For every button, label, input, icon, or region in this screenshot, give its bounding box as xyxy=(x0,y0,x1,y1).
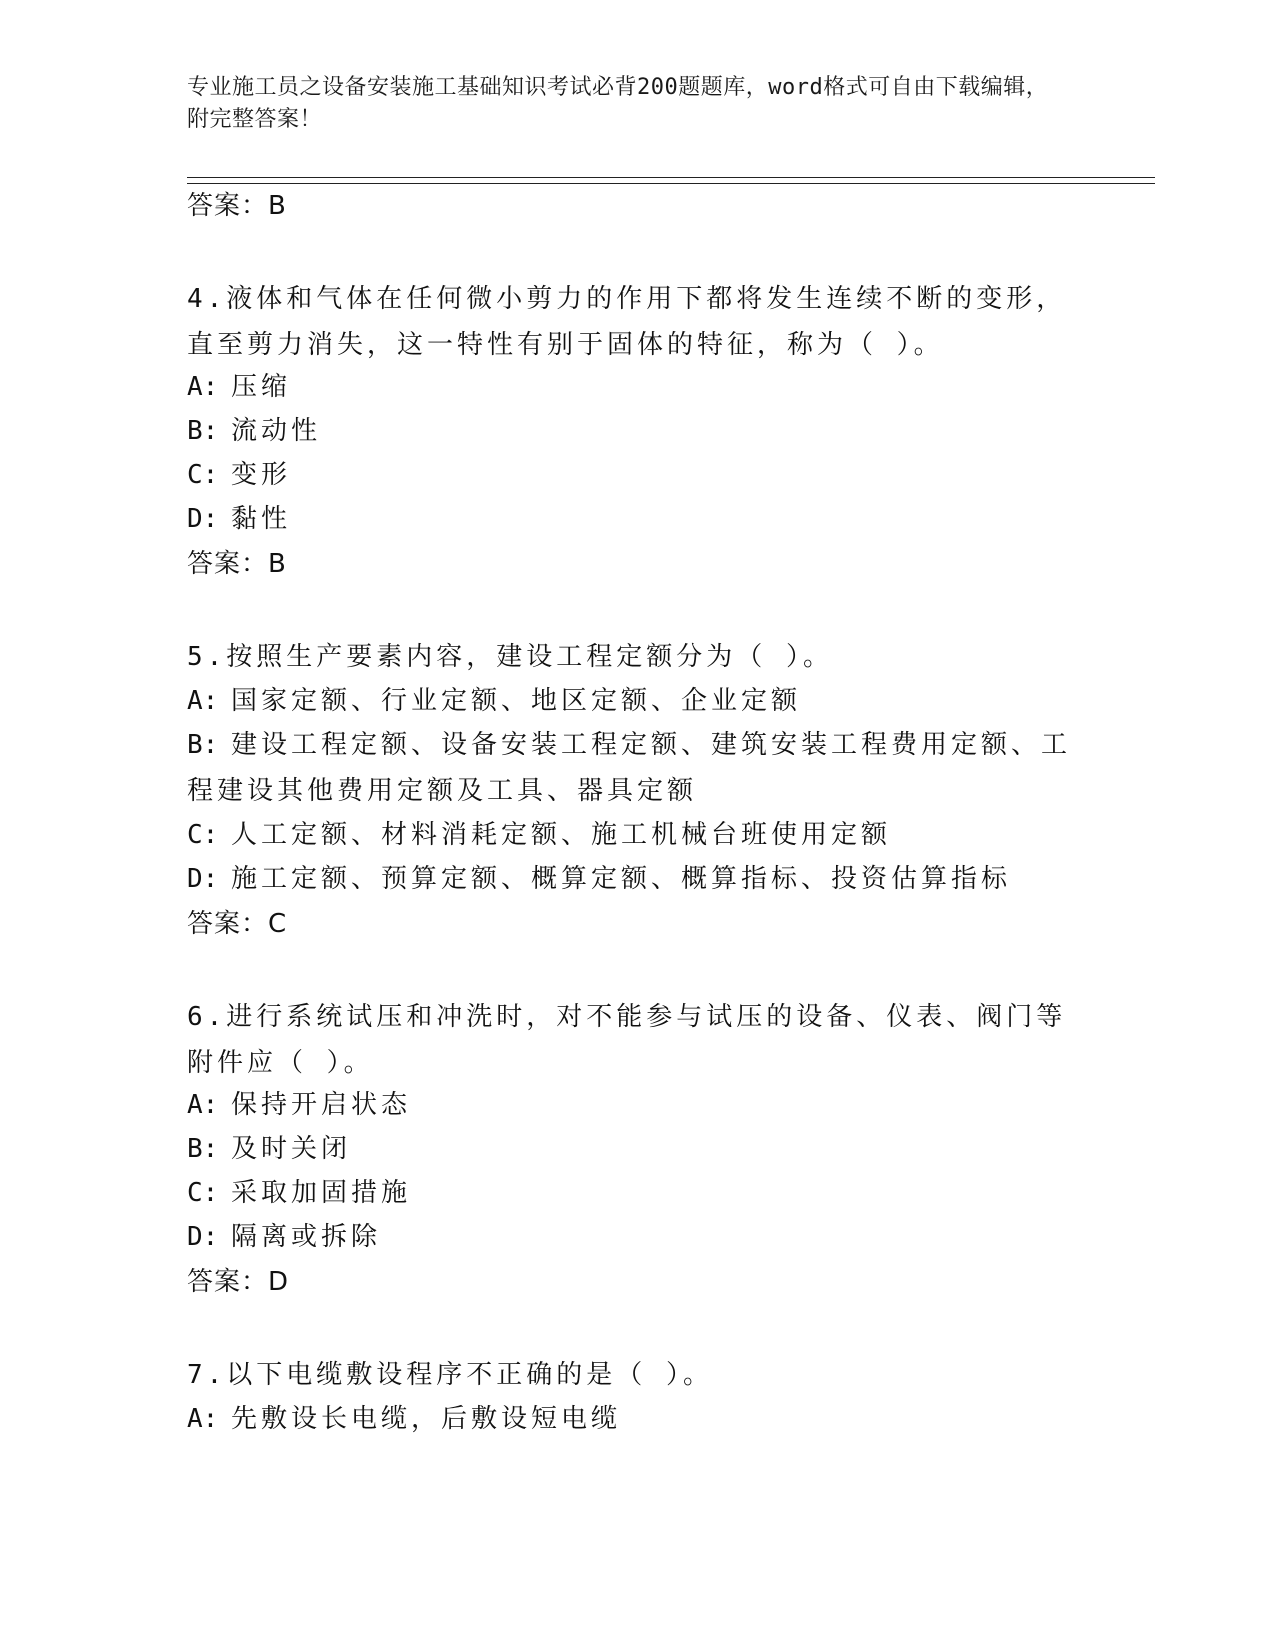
question-5-option-a xyxy=(187,678,1087,724)
option-label: B: xyxy=(187,1134,219,1164)
question-5-option-d xyxy=(187,856,1087,902)
option-label: B: xyxy=(187,416,219,446)
question-6-option-d xyxy=(187,1214,1087,1260)
question-6-option-b xyxy=(187,1126,1087,1172)
option-text: 变形 xyxy=(231,460,292,490)
option-label: A: xyxy=(187,1090,219,1120)
option-label: A: xyxy=(187,372,219,402)
option-label: D: xyxy=(187,864,219,894)
option-label: D: xyxy=(187,1222,219,1252)
option-text: 建设工程定额、设备安装工程定额、建筑安装工程费用定额、工程建设其他费用定额及工具、器具定额 xyxy=(187,730,1072,806)
question-6-option-a xyxy=(187,1082,1087,1128)
option-text: 施工定额、预算定额、概算定额、概算指标、投资估算指标 xyxy=(231,864,1012,894)
option-text: 保持开启状态 xyxy=(231,1090,412,1120)
option-text: 隔离或拆除 xyxy=(231,1222,382,1252)
question-6-text: 6.进行系统试压和冲洗时，对不能参与试压的设备、仪表、阀门等附件应（ ）。 xyxy=(187,1002,1067,1078)
option-label: C: xyxy=(187,460,219,490)
option-label: A: xyxy=(187,1404,219,1434)
option-text: 先敷设长电缆，后敷设短电缆 xyxy=(231,1404,622,1434)
question-4-text: 4.液体和气体在任何微小剪力的作用下都将发生连续不断的变形，直至剪力消失，这一特性有别于固体的特征，称为（ ）。 xyxy=(187,284,1067,360)
option-text: 人工定额、材料消耗定额、施工机械台班使用定额 xyxy=(231,820,892,850)
option-text: 流动性 xyxy=(231,416,322,446)
option-text: 及时关闭 xyxy=(231,1134,352,1164)
option-label: C: xyxy=(187,820,219,850)
option-text: 采取加固措施 xyxy=(231,1178,412,1208)
option-label: A: xyxy=(187,686,219,716)
option-label: D: xyxy=(187,504,219,534)
question-4-option-b xyxy=(187,408,1087,454)
question-4-option-d xyxy=(187,496,1087,542)
document-header: 专业施工员之设备安装施工基础知识考试必背200题题库，word格式可自由下载编辑，附完整答案！ xyxy=(187,75,1049,132)
question-5-option-b xyxy=(187,722,1087,814)
option-label: C: xyxy=(187,1178,219,1208)
question-5-text: 5.按照生产要素内容，建设工程定额分为（ ）。 xyxy=(187,642,833,672)
question-7-text: 7.以下电缆敷设程序不正确的是（ ）。 xyxy=(187,1360,713,1390)
option-text: 国家定额、行业定额、地区定额、企业定额 xyxy=(231,686,802,716)
header-divider-bottom xyxy=(187,183,1155,184)
question-7-option-a xyxy=(187,1396,1087,1442)
header-divider-top xyxy=(187,177,1155,178)
question-4-answer: 答案：B xyxy=(187,549,287,579)
question-4-option-a xyxy=(187,364,1087,410)
option-label: B: xyxy=(187,730,219,760)
question-6-answer: 答案：D xyxy=(187,1267,290,1297)
option-text: 压缩 xyxy=(231,372,292,402)
answer-prev: 答案：B xyxy=(187,191,287,221)
question-4-option-c xyxy=(187,452,1087,498)
option-text: 黏性 xyxy=(231,504,292,534)
question-5-answer: 答案：C xyxy=(187,909,288,939)
question-5-option-c xyxy=(187,812,1087,858)
question-6-option-c xyxy=(187,1170,1087,1216)
